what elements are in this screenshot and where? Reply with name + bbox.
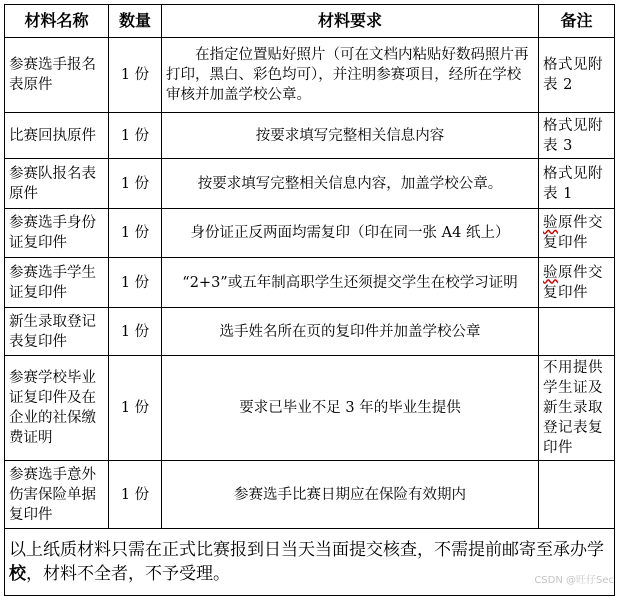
- row-note: 格式见附表 2: [539, 38, 615, 113]
- footer-bold-char: 校: [9, 564, 26, 584]
- row-name: 新生录取登记表复印件: [5, 308, 109, 356]
- note-text: 原件交复印件: [543, 264, 603, 301]
- row-req: 参赛选手比赛日期应在保险有效期内: [162, 461, 539, 529]
- row-qty: 1 份: [109, 356, 162, 461]
- footer-note: [5, 529, 615, 596]
- row-req: 选手姓名所在页的复印件并加盖学校公章: [162, 308, 539, 356]
- footer-text-end: ，材料不全者，不予受理。: [26, 564, 230, 584]
- row-note: [539, 258, 615, 308]
- table-row: [5, 308, 615, 356]
- row-req: 要求已毕业不足 3 年的毕业生提供: [162, 356, 539, 461]
- row-qty: 1 份: [109, 159, 162, 209]
- materials-table: [4, 4, 615, 596]
- row-name: 参赛选手身份证复印件: [5, 209, 109, 258]
- watermark: CSDN @旺仔Sec: [534, 575, 614, 586]
- row-note: [539, 308, 615, 356]
- table-row: [5, 461, 615, 529]
- row-req: 在指定位置贴好照片（可在文档内粘贴好数码照片再打印，黑白、彩色均可），并注明参赛项目，经所在学校审核并加盖学校公章。: [162, 38, 539, 113]
- row-note: [539, 461, 615, 529]
- row-note: 格式见附表 3: [539, 113, 615, 159]
- note-text: 原件交复印件: [543, 215, 603, 251]
- table-row: [5, 159, 615, 209]
- row-qty: 1 份: [109, 258, 162, 308]
- header-name: 材料名称: [5, 5, 109, 38]
- table-row: [5, 209, 615, 258]
- row-qty: 1 份: [109, 209, 162, 258]
- header-note: 备注: [539, 5, 615, 38]
- row-note: 不用提供学生证及新生录取登记表复印件: [539, 356, 615, 461]
- row-req: “2+3”或五年制高职学生还须提交学生在校学习证明: [162, 258, 539, 308]
- row-name: 参赛选手意外伤害保险单据复印件: [5, 461, 109, 529]
- row-note: [539, 209, 615, 258]
- row-name: 参赛选手报名表原件: [5, 38, 109, 113]
- table-row: [5, 113, 615, 159]
- row-req: 按要求填写完整相关信息内容: [162, 113, 539, 159]
- table-row: [5, 38, 615, 113]
- header-req: 材料要求: [162, 5, 539, 38]
- spellcheck-word: 验: [543, 215, 558, 231]
- row-name: 比赛回执原件: [5, 113, 109, 159]
- footer-text: 以上纸质材料只需在正式比赛报到日当天当面提交核查，不需提前邮寄至承办学: [9, 540, 604, 560]
- row-name: 参赛队报名表原件: [5, 159, 109, 209]
- spellcheck-word: 验: [543, 264, 558, 281]
- table-row: [5, 258, 615, 308]
- row-qty: 1 份: [109, 113, 162, 159]
- row-name: 参赛学校毕业证复印件及在企业的社保缴费证明: [5, 356, 109, 461]
- header-row: [5, 5, 615, 38]
- row-name: 参赛选手学生证复印件: [5, 258, 109, 308]
- row-req: 按要求填写完整相关信息内容，加盖学校公章。: [162, 159, 539, 209]
- row-req: 身份证正反两面均需复印（印在同一张 A4 纸上）: [162, 209, 539, 258]
- row-qty: 1 份: [109, 461, 162, 529]
- row-note: 格式见附表 1: [539, 159, 615, 209]
- footer-row: [5, 529, 615, 596]
- row-qty: 1 份: [109, 38, 162, 113]
- header-qty: 数量: [109, 5, 162, 38]
- table-row: [5, 356, 615, 461]
- row-qty: 1 份: [109, 308, 162, 356]
